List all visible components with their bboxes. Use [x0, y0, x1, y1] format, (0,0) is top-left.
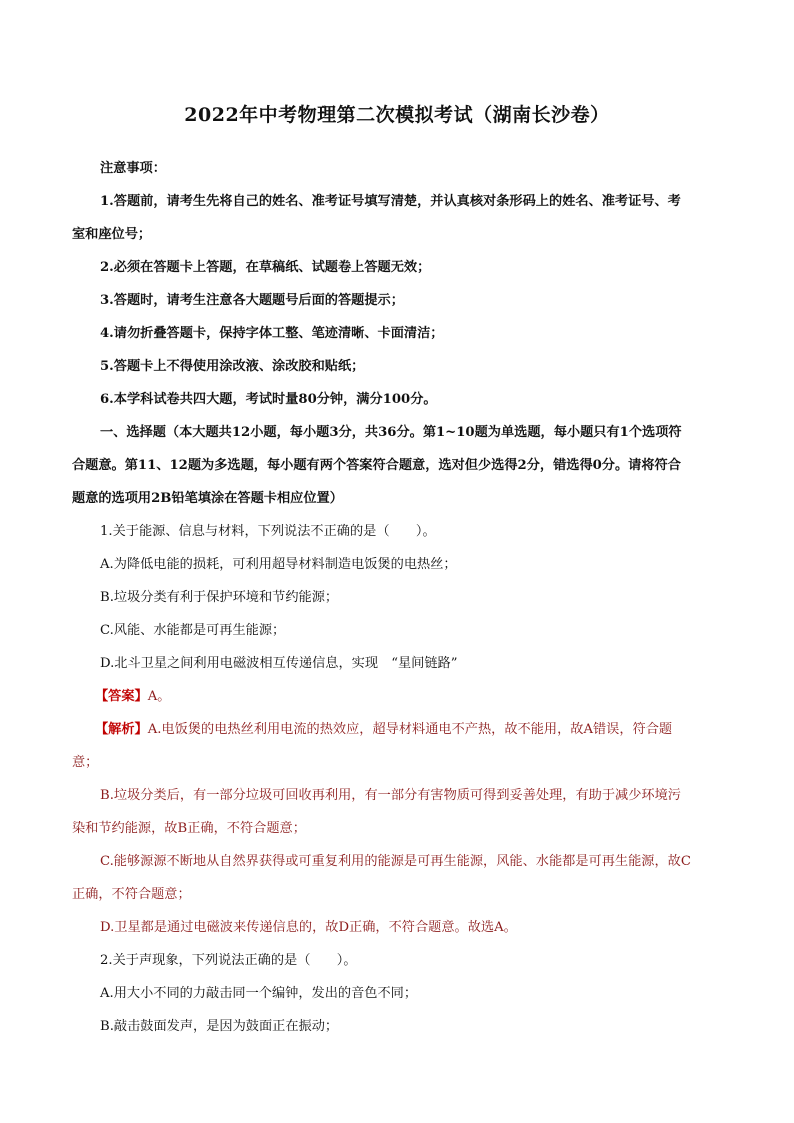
analysis-text: 意； [72, 755, 99, 770]
question-stem: 1.关于能源、信息与材料，下列说法不正确的是（ ）。 [100, 524, 436, 539]
answer-line [95, 687, 170, 707]
analysis-text: 正确，不符合题意； [72, 887, 191, 902]
notice-item: 6.本学科试卷共四大题，考试时量80分钟，满分100分。 [100, 392, 437, 407]
notice-item: 3.答题时，请考生注意各大题题号后面的答题提示； [100, 293, 404, 308]
analysis-text: A.电饭煲的电热丝利用电流的热效应，超导材料通电不产热，故不能用，故A错误，符合题 [147, 722, 673, 737]
question-option: B.垃圾分类有利于保护环境和节约能源； [100, 590, 339, 605]
notice-item: 4.请勿折叠答题卡，保持字体工整、笔迹清晰、卡面清洁； [100, 326, 444, 341]
analysis-text: C.能够源源不断地从自然界获得或可重复利用的能源是可再生能源，风能、水能都是可再生能源，故C [100, 854, 691, 869]
question-option: B.敲击鼓面发声，是因为鼓面正在振动； [100, 1019, 339, 1034]
section-instructions: 一、选择题（本大题共12小题，每小题3分，共36分。第1~10题为单选题，每小题只有1个选项符 [100, 425, 682, 440]
question-option: D.北斗卫星之间利用电磁波相互传递信息，实现 “星间链路” [100, 656, 458, 671]
answer-value: A。 [147, 689, 171, 704]
notice-item: 5.答题卡上不得使用涂改液、涂改胶和贴纸； [100, 359, 365, 374]
notice-item: 室和座位号； [72, 227, 152, 242]
analysis-text: 染和节约能源，故B正确，不符合题意； [72, 821, 306, 836]
section-instructions: 合题意。第11、12题为多选题，每小题有两个答案符合题意，选对但少选得2分，错选得0分。请将符合 [72, 458, 681, 473]
question-stem: 2.关于声现象，下列说法正确的是（ ）。 [100, 953, 357, 968]
notice-item: 2.必须在答题卡上答题，在草稿纸、试题卷上答题无效； [100, 260, 431, 275]
analysis-tag: 【解析】 [95, 722, 148, 737]
answer-tag: 【答案】 [95, 689, 148, 704]
analysis-text: D.卫星都是通过电磁波来传递信息的，故D正确，不符合题意。故选A。 [100, 920, 517, 935]
question-option: A.为降低电能的损耗，可利用超导材料制造电饭煲的电热丝； [100, 557, 457, 572]
section-instructions: 题意的选项用2B铅笔填涂在答题卡相应位置） [72, 491, 343, 506]
page-title: 2022年中考物理第二次模拟考试（湖南长沙卷） [184, 104, 610, 126]
analysis-line [95, 720, 672, 740]
question-option: A.用大小不同的力敲击同一个编钟，发出的音色不同； [100, 986, 418, 1001]
analysis-text: B.垃圾分类后，有一部分垃圾可回收再利用，有一部分有害物质可得到妥善处理，有助于减少环境污 [100, 788, 681, 803]
notice-heading: 注意事项： [100, 161, 166, 176]
question-option: C.风能、水能都是可再生能源； [100, 623, 286, 638]
notice-item: 1.答题前，请考生先将自己的姓名、准考证号填写清楚，并认真核对条形码上的姓名、准考证号、考 [100, 194, 681, 209]
